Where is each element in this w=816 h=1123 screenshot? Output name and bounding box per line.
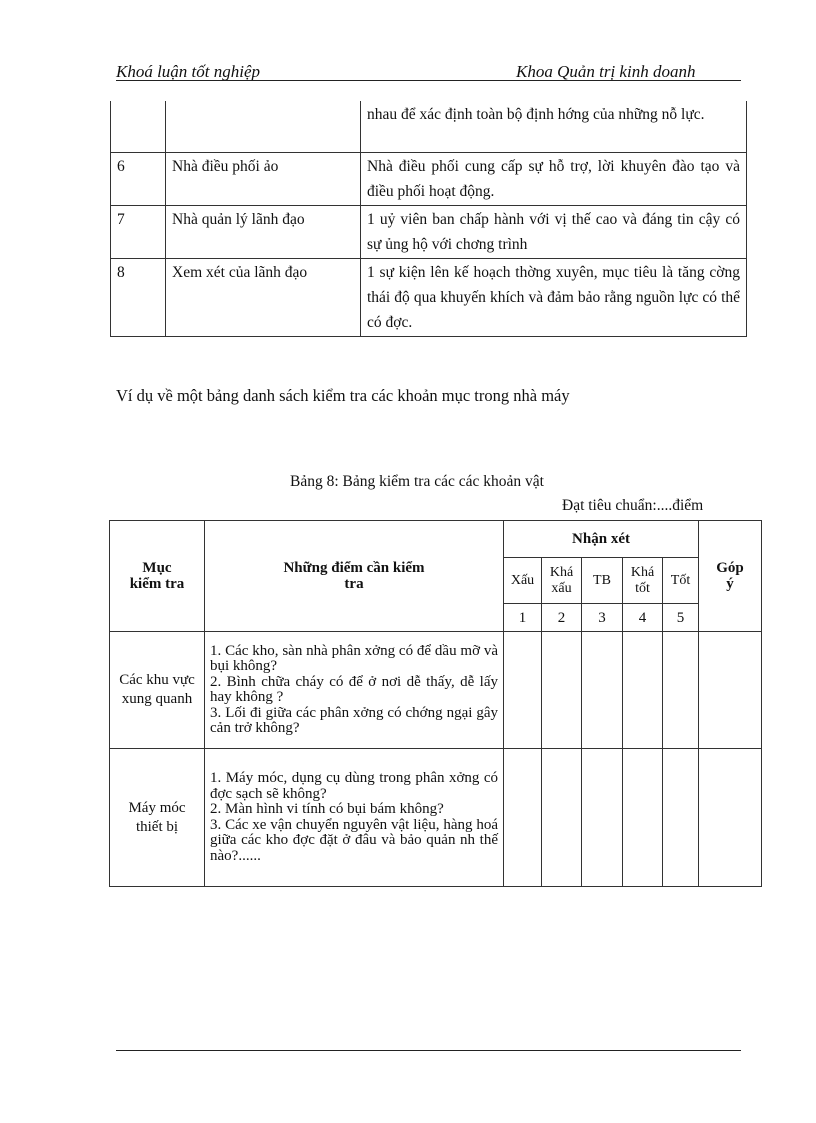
table-row [111, 152, 747, 205]
check-point: 2. Bình chữa cháy có để ở nơi dễ thấy, dễ lấy hay không ? [210, 673, 498, 705]
comment-header: Góp ý [699, 521, 762, 632]
header-left-title: Khoá luận tốt nghiệp [116, 62, 261, 81]
rating-number: 1 [504, 604, 542, 632]
rating-cell [623, 632, 663, 749]
check-point: 1. Máy móc, dụng cụ dùng trong phân xởng có đợc sạch sẽ không? [210, 770, 498, 802]
header-right-title: Khoa Quản trị kinh doanh [516, 62, 696, 81]
checklist-table [109, 520, 762, 887]
role-name: Nhà điều phối ảo [166, 152, 361, 205]
rating-cell [663, 749, 699, 887]
table-caption: Bảng 8: Bảng kiểm tra các các khoản vật [290, 473, 544, 490]
standard-score: Đạt tiêu chuẩn:....điểm [562, 497, 704, 514]
rating-number: 4 [623, 604, 663, 632]
check-points-cell [205, 749, 504, 887]
remarks-header: Nhận xét [504, 521, 699, 558]
rating-cell [542, 749, 582, 887]
role-name: Xem xét của lãnh đạo [166, 258, 361, 336]
check-point: 1. Các kho, sàn nhà phân xởng có để dầu mỡ và bụi không? [210, 642, 498, 674]
row-number: 7 [111, 205, 166, 258]
rating-number: 3 [582, 604, 623, 632]
check-point: 2. Màn hình vi tính có bụi bám không? [210, 801, 444, 817]
row-number: 6 [111, 152, 166, 205]
rating-cell [663, 632, 699, 749]
header-row [110, 521, 762, 558]
check-point: 3. Lối đi giữa các phân xởng có chớng ngại gây cản trở không? [210, 704, 498, 736]
comment-cell [699, 749, 762, 887]
rating-cell [504, 749, 542, 887]
rating-number: 2 [542, 604, 582, 632]
table-row [111, 258, 747, 336]
table-row [111, 205, 747, 258]
role-description: 1 sự kiện lên kế hoạch thờng xuyên, mục tiêu là tăng cờng thái độ qua khuyến khích và đảm bảo rằng nguồn lực có thể có đợc. [361, 258, 747, 336]
role-name: Nhà quản lý lãnh đạo [166, 205, 361, 258]
footer-divider [116, 1050, 741, 1051]
rating-label: Tốt [663, 558, 699, 604]
category-cell: Máy móc thiết bị [110, 749, 205, 887]
intro-paragraph: Ví dụ về một bảng danh sách kiểm tra các khoản mục trong nhà máy [116, 386, 570, 405]
category-cell: Các khu vực xung quanh [110, 632, 205, 749]
table-row [111, 101, 747, 152]
role-description: 1 uỷ viên ban chấp hành với vị thế cao và đáng tin cậy có sự ủng hộ với chơng trình [361, 205, 747, 258]
check-point: 3. Các xe vận chuyển nguyên vật liệu, hàng hoá giữa các kho đợc đặt ở đâu và bảo quản nh thế nào?...... [210, 816, 498, 864]
role-name [166, 101, 361, 152]
rating-label: Khá tốt [623, 558, 663, 604]
comment-cell [699, 632, 762, 749]
points-header: Những điểm cần kiểm tra [205, 521, 504, 632]
header-divider [116, 80, 741, 81]
rating-cell [623, 749, 663, 887]
role-description: nhau để xác định toàn bộ định hớng của những nỗ lực. [361, 101, 747, 152]
table-row [110, 749, 762, 887]
category-header: Mục kiểm tra [110, 521, 205, 632]
rating-cell [582, 749, 623, 887]
role-description: Nhà điều phối cung cấp sự hỗ trợ, lời khuyên đào tạo và điều phối hoạt động. [361, 152, 747, 205]
roles-table [110, 101, 747, 337]
table-row [110, 632, 762, 749]
rating-cell [542, 632, 582, 749]
row-number: 8 [111, 258, 166, 336]
row-number [111, 101, 166, 152]
rating-cell [504, 632, 542, 749]
rating-number: 5 [663, 604, 699, 632]
rating-label: TB [582, 558, 623, 604]
check-points-cell [205, 632, 504, 749]
rating-label: Khá xấu [542, 558, 582, 604]
rating-label: Xấu [504, 558, 542, 604]
rating-cell [582, 632, 623, 749]
